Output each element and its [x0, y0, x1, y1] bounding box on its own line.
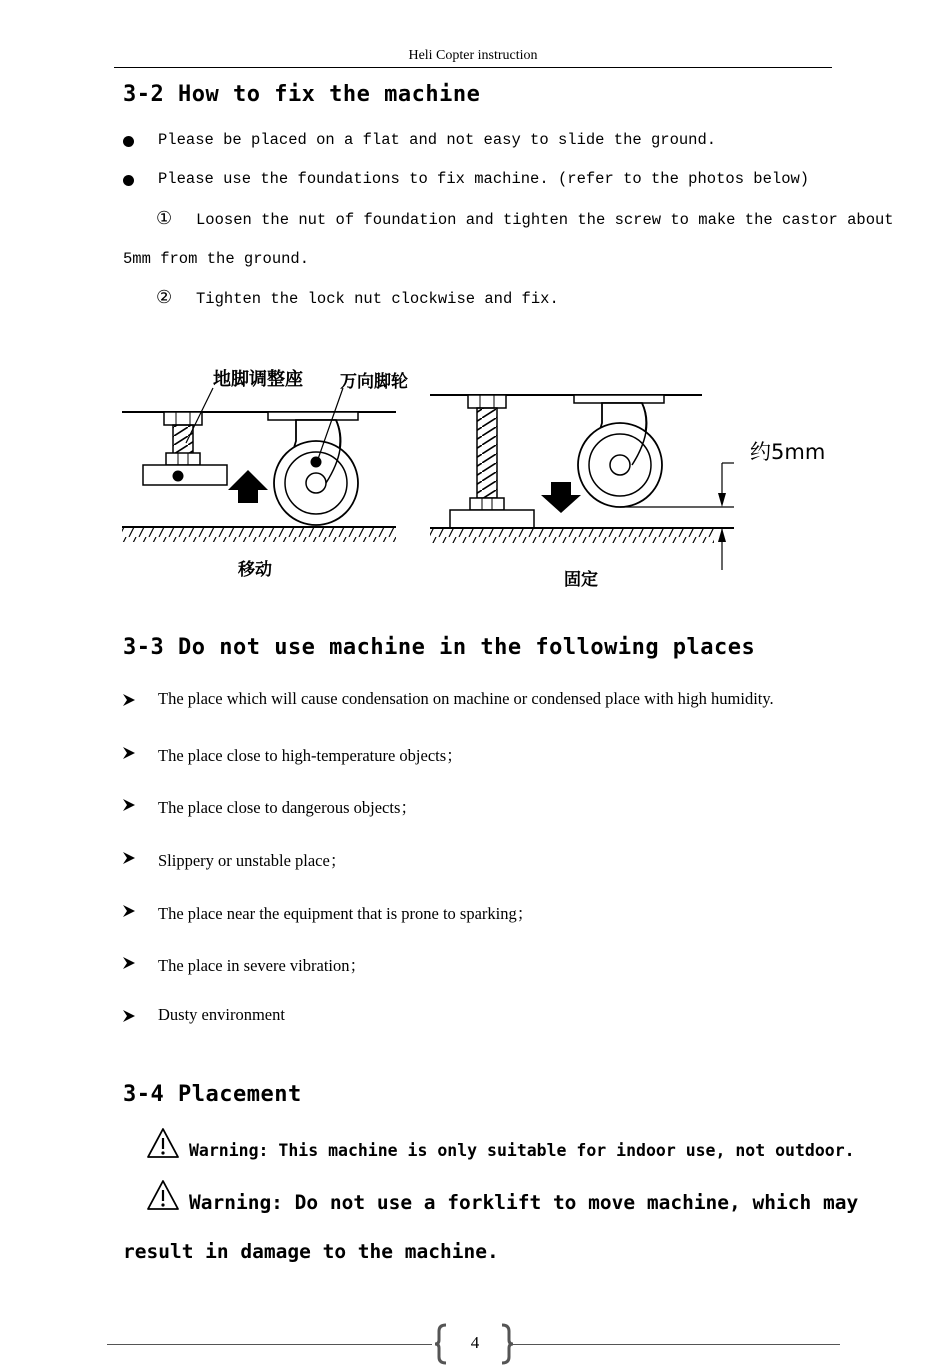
- step-1-number: ①: [156, 208, 173, 229]
- label-move: 移动: [238, 560, 272, 580]
- warning-forklift: Warning: Do not use a forklift to move machine, which may: [189, 1191, 859, 1214]
- instruction-bullet-1: Please be placed on a flat and not easy to slide the ground.: [158, 131, 717, 149]
- section-3-2-heading: 3-2 How to fix the machine: [123, 82, 481, 107]
- arrow-bullet-icon: [122, 693, 136, 707]
- step-1-text-continued: 5mm from the ground.: [123, 250, 310, 268]
- step-1-text: Loosen the nut of foundation and tighten the screw to make the castor about: [196, 211, 894, 229]
- step-2-text: Tighten the lock nut clockwise and fix.: [196, 290, 559, 308]
- bullet-dot: [123, 136, 134, 147]
- running-header: Heli Copter instruction: [408, 48, 538, 63]
- step-2-number: ②: [156, 287, 173, 308]
- label-foundation-seat: 地脚调整座: [213, 369, 303, 390]
- arrow-bullet-icon: [122, 956, 136, 970]
- warning-indoor-use: Warning: This machine is only suitable for indoor use, not outdoor.: [189, 1141, 855, 1160]
- warning-icon: [146, 1127, 180, 1159]
- footer-rule-right: [512, 1344, 840, 1345]
- instruction-bullet-2: Please use the foundations to fix machine. (refer to the photos below): [158, 170, 810, 188]
- list-item: Slippery or unstable place；: [158, 851, 347, 870]
- list-item: Dusty environment: [158, 1005, 285, 1024]
- fixed-state-illustration: [430, 395, 734, 570]
- list-item: The place in severe vibration；: [158, 956, 366, 975]
- warning-icon: [146, 1179, 180, 1211]
- bullet-dot: [123, 175, 134, 186]
- list-item: The place which will cause condensation on machine or condensed place with high humidity.: [158, 689, 774, 708]
- label-5mm-distance: 约5mm: [750, 440, 826, 464]
- arrow-bullet-icon: [122, 746, 136, 760]
- right-brace-ornament: [500, 1323, 514, 1365]
- footer-rule-left: [107, 1344, 432, 1345]
- label-fixed: 固定: [564, 570, 598, 590]
- section-3-4-heading: 3-4 Placement: [123, 1082, 302, 1107]
- list-item: The place close to high-temperature objects；: [158, 746, 463, 765]
- arrow-bullet-icon: [122, 851, 136, 865]
- page-number: 4: [470, 1333, 480, 1352]
- list-item: The place near the equipment that is prone to sparking；: [158, 904, 534, 923]
- list-item: The place close to dangerous objects；: [158, 798, 417, 817]
- warning-forklift-continued: result in damage to the machine.: [123, 1240, 499, 1263]
- foundation-castor-diagram: [118, 355, 838, 605]
- header-rule: [114, 67, 832, 68]
- arrow-bullet-icon: [122, 798, 136, 812]
- label-universal-castor: 万向脚轮: [340, 372, 408, 392]
- section-3-3-heading: 3-3 Do not use machine in the following places: [123, 635, 756, 660]
- arrow-bullet-icon: [122, 904, 136, 918]
- move-state-illustration: [122, 388, 396, 542]
- arrow-bullet-icon: [122, 1009, 136, 1023]
